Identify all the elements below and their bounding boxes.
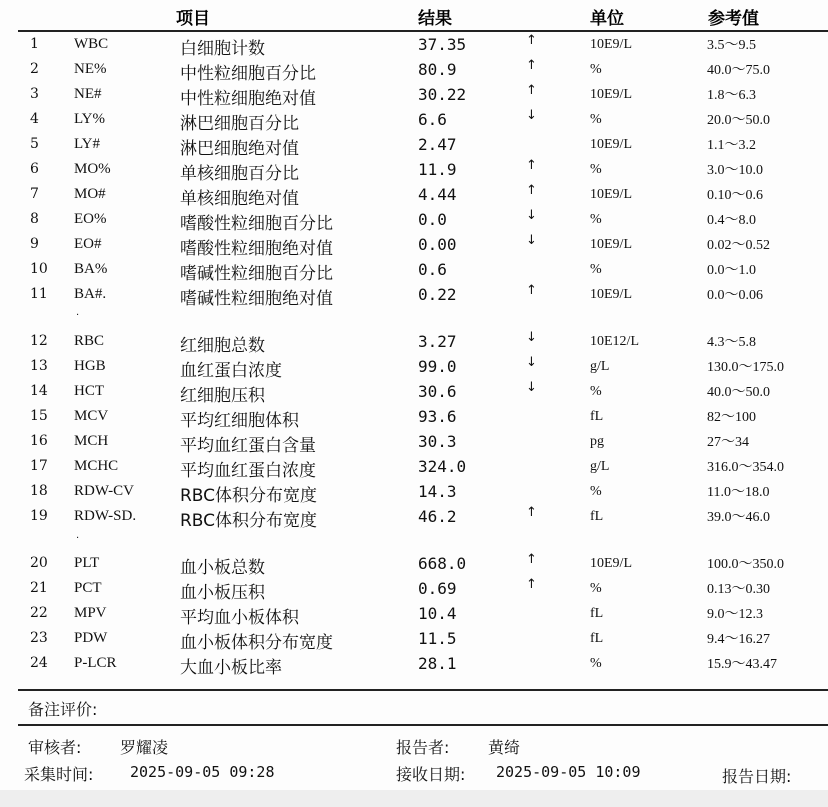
row-number: 7 — [30, 186, 39, 202]
test-unit: 10E9/L — [590, 137, 632, 152]
table-row — [0, 404, 828, 429]
test-name: RBC体积分布宽度 — [180, 511, 318, 531]
table-row — [0, 551, 828, 576]
test-unit: fL — [590, 631, 604, 646]
test-code: WBC — [74, 36, 109, 52]
header-item: 项目 — [176, 9, 210, 29]
table-row — [0, 576, 828, 601]
reference-range: 0.02～0.52 — [707, 238, 770, 253]
table-row — [0, 182, 828, 207]
test-result: 28.1 — [418, 654, 457, 673]
row-number: 5 — [30, 136, 39, 152]
test-result: 37.35 — [418, 35, 467, 54]
reference-range: 9.4～16.27 — [707, 632, 770, 647]
test-name: 红细胞总数 — [180, 336, 265, 356]
test-name: RBC体积分布宽度 — [180, 486, 318, 506]
row-number: 24 — [30, 655, 48, 671]
reference-range: 3.5～9.5 — [707, 38, 756, 53]
table-row — [0, 626, 828, 651]
reviewer-label: 审核者: — [28, 738, 82, 757]
table-bottom-divider — [18, 689, 828, 691]
reporter-label: 报告者: — [396, 738, 450, 757]
table-row — [0, 329, 828, 354]
test-unit: 10E12/L — [590, 334, 639, 349]
test-name: 血红蛋白浓度 — [180, 361, 282, 381]
test-code: LY% — [74, 111, 105, 127]
test-unit: % — [590, 62, 602, 77]
test-code: PCT — [74, 580, 102, 596]
abnormal-flag: ↑ — [526, 58, 537, 73]
test-unit: % — [590, 484, 602, 499]
abnormal-flag: ↑ — [526, 552, 537, 567]
receive-date-value: 2025-09-05 10:09 — [496, 763, 641, 781]
row-number: 16 — [30, 433, 48, 449]
test-unit: % — [590, 262, 602, 277]
test-result: 46.2 — [418, 507, 457, 526]
test-code: LY# — [74, 136, 100, 152]
reference-range: 9.0～12.3 — [707, 607, 763, 622]
reference-range: 0.0～0.06 — [707, 288, 763, 303]
reference-range: 0.4～8.0 — [707, 213, 756, 228]
row-number: 17 — [30, 458, 48, 474]
test-result: 30.22 — [418, 85, 467, 104]
test-result: 2.47 — [418, 135, 457, 154]
row-number: 18 — [30, 483, 48, 499]
test-code: MCHC — [74, 458, 119, 474]
table-row — [0, 157, 828, 182]
abnormal-flag: ↓ — [526, 233, 537, 248]
test-unit: fL — [590, 509, 604, 524]
test-result: 11.5 — [418, 629, 457, 648]
test-name: 平均红细胞体积 — [180, 411, 299, 431]
row-number: 8 — [30, 211, 39, 227]
abnormal-flag: ↓ — [526, 355, 537, 370]
test-unit: g/L — [590, 459, 610, 474]
row-number: 1 — [30, 36, 39, 52]
row-number: 13 — [30, 358, 48, 374]
reference-range: 82～100 — [707, 410, 756, 425]
test-code: RDW-SD. — [74, 508, 137, 524]
test-result: 99.0 — [418, 357, 457, 376]
abnormal-flag: ↑ — [526, 577, 537, 592]
page-bottom-edge — [0, 790, 828, 807]
test-code: EO# — [74, 236, 102, 252]
test-name: 血小板体积分布宽度 — [180, 633, 333, 653]
test-result: 80.9 — [418, 60, 457, 79]
reporter-name: 黄绮 — [488, 738, 521, 757]
test-result: 3.27 — [418, 332, 457, 351]
header-reference: 参考值 — [708, 9, 759, 29]
test-unit: fL — [590, 606, 604, 621]
row-number: 11 — [30, 286, 48, 302]
table-row — [0, 282, 828, 307]
receive-date-label: 接收日期: — [396, 765, 466, 784]
row-number: 23 — [30, 630, 48, 646]
abnormal-flag: ↑ — [526, 158, 537, 173]
test-unit: 10E9/L — [590, 556, 632, 571]
test-unit: % — [590, 656, 602, 671]
section-separator-dot: · — [76, 533, 80, 544]
row-number: 2 — [30, 61, 39, 77]
test-name: 平均血红蛋白含量 — [180, 436, 316, 456]
test-name: 淋巴细胞百分比 — [180, 114, 299, 134]
test-name: 嗜酸性粒细胞百分比 — [180, 214, 333, 234]
row-number: 12 — [30, 333, 48, 349]
table-row — [0, 257, 828, 282]
reference-range: 316.0～354.0 — [707, 460, 784, 475]
test-result: 324.0 — [418, 457, 467, 476]
reference-range: 130.0～175.0 — [707, 360, 784, 375]
row-number: 20 — [30, 555, 48, 571]
abnormal-flag: ↓ — [526, 108, 537, 123]
reference-range: 40.0～50.0 — [707, 385, 770, 400]
reference-range: 0.13～0.30 — [707, 582, 770, 597]
reference-range: 0.0～1.0 — [707, 263, 756, 278]
test-result: 0.0 — [418, 210, 447, 229]
table-row — [0, 132, 828, 157]
row-number: 19 — [30, 508, 48, 524]
test-name: 白细胞计数 — [180, 39, 265, 59]
row-number: 14 — [30, 383, 48, 399]
test-unit: % — [590, 581, 602, 596]
test-name: 嗜碱性粒细胞绝对值 — [180, 289, 333, 309]
reference-range: 20.0～50.0 — [707, 113, 770, 128]
table-row — [0, 32, 828, 57]
test-unit: g/L — [590, 359, 610, 374]
test-unit: % — [590, 212, 602, 227]
test-name: 平均血小板体积 — [180, 608, 299, 628]
test-unit: % — [590, 384, 602, 399]
table-row — [0, 454, 828, 479]
table-row — [0, 504, 828, 529]
test-name: 单核细胞百分比 — [180, 164, 299, 184]
reference-range: 11.0～18.0 — [707, 485, 770, 500]
reference-range: 1.8～6.3 — [707, 88, 756, 103]
test-name: 单核细胞绝对值 — [180, 189, 299, 209]
test-name: 中性粒细胞百分比 — [180, 64, 316, 84]
test-result: 0.00 — [418, 235, 457, 254]
test-code: NE% — [74, 61, 107, 77]
section-separator-dot: · — [76, 310, 80, 321]
reference-range: 1.1～3.2 — [707, 138, 756, 153]
abnormal-flag: ↓ — [526, 380, 537, 395]
row-number: 15 — [30, 408, 48, 424]
test-unit: 10E9/L — [590, 87, 632, 102]
row-number: 3 — [30, 86, 39, 102]
row-number: 21 — [30, 580, 48, 596]
test-unit: % — [590, 112, 602, 127]
test-name: 淋巴细胞绝对值 — [180, 139, 299, 159]
collect-time-label: 采集时间: — [24, 765, 94, 784]
test-name: 嗜碱性粒细胞百分比 — [180, 264, 333, 284]
test-code: EO% — [74, 211, 107, 227]
collect-time-value: 2025-09-05 09:28 — [130, 763, 275, 781]
test-name: 大血小板比率 — [180, 658, 282, 678]
header-unit: 单位 — [590, 9, 624, 29]
test-code: MO# — [74, 186, 106, 202]
test-result: 0.22 — [418, 285, 457, 304]
reference-range: 4.3～5.8 — [707, 335, 756, 350]
test-result: 30.6 — [418, 382, 457, 401]
row-number: 9 — [30, 236, 39, 252]
test-name: 血小板压积 — [180, 583, 265, 603]
row-number: 22 — [30, 605, 48, 621]
table-row — [0, 651, 828, 676]
test-name: 红细胞压积 — [180, 386, 265, 406]
test-code: HCT — [74, 383, 104, 399]
test-name: 平均血红蛋白浓度 — [180, 461, 316, 481]
table-row — [0, 107, 828, 132]
table-row — [0, 429, 828, 454]
test-result: 10.4 — [418, 604, 457, 623]
reference-range: 3.0～10.0 — [707, 163, 763, 178]
test-result: 0.69 — [418, 579, 457, 598]
header-result: 结果 — [418, 9, 452, 29]
test-code: PDW — [74, 630, 108, 646]
abnormal-flag: ↓ — [526, 208, 537, 223]
remarks-label: 备注评价: — [28, 700, 98, 719]
table-row — [0, 379, 828, 404]
test-result: 14.3 — [418, 482, 457, 501]
test-code: MCV — [74, 408, 109, 424]
test-code: MO% — [74, 161, 111, 177]
reviewer-name: 罗耀凌 — [120, 738, 169, 757]
test-unit: 10E9/L — [590, 187, 632, 202]
test-code: HGB — [74, 358, 106, 374]
test-result: 4.44 — [418, 185, 457, 204]
abnormal-flag: ↑ — [526, 83, 537, 98]
abnormal-flag: ↓ — [526, 330, 537, 345]
test-result: 6.6 — [418, 110, 447, 129]
test-unit: 10E9/L — [590, 237, 632, 252]
test-unit: fL — [590, 409, 604, 424]
test-code: P-LCR — [74, 655, 117, 671]
test-result: 11.9 — [418, 160, 457, 179]
row-number: 6 — [30, 161, 39, 177]
reference-range: 15.9～43.47 — [707, 657, 777, 672]
table-row — [0, 207, 828, 232]
test-code: RBC — [74, 333, 105, 349]
abnormal-flag: ↑ — [526, 505, 537, 520]
test-code: MPV — [74, 605, 107, 621]
abnormal-flag: ↑ — [526, 183, 537, 198]
test-code: RDW-CV — [74, 483, 134, 499]
test-result: 668.0 — [418, 554, 467, 573]
test-result: 93.6 — [418, 407, 457, 426]
remarks-divider — [18, 724, 828, 726]
table-row — [0, 232, 828, 257]
reference-range: 40.0～75.0 — [707, 63, 770, 78]
test-unit: 10E9/L — [590, 287, 632, 302]
test-result: 0.6 — [418, 260, 447, 279]
table-row — [0, 354, 828, 379]
abnormal-flag: ↑ — [526, 33, 537, 48]
test-name: 中性粒细胞绝对值 — [180, 89, 316, 109]
table-row — [0, 57, 828, 82]
table-row — [0, 82, 828, 107]
table-row — [0, 601, 828, 626]
test-unit: % — [590, 162, 602, 177]
test-result: 30.3 — [418, 432, 457, 451]
table-row — [0, 479, 828, 504]
reference-range: 27～34 — [707, 435, 749, 450]
test-unit: pg — [590, 434, 604, 449]
test-code: PLT — [74, 555, 100, 571]
row-number: 10 — [30, 261, 48, 277]
test-name: 血小板总数 — [180, 558, 265, 578]
test-code: BA#. — [74, 286, 107, 302]
row-number: 4 — [30, 111, 39, 127]
test-code: MCH — [74, 433, 109, 449]
test-code: NE# — [74, 86, 102, 102]
report-date-label: 报告日期: — [722, 767, 792, 786]
reference-range: 39.0～46.0 — [707, 510, 770, 525]
test-name: 嗜酸性粒细胞绝对值 — [180, 239, 333, 259]
abnormal-flag: ↑ — [526, 283, 537, 298]
reference-range: 0.10～0.6 — [707, 188, 763, 203]
test-unit: 10E9/L — [590, 37, 632, 52]
test-code: BA% — [74, 261, 108, 277]
reference-range: 100.0～350.0 — [707, 557, 784, 572]
